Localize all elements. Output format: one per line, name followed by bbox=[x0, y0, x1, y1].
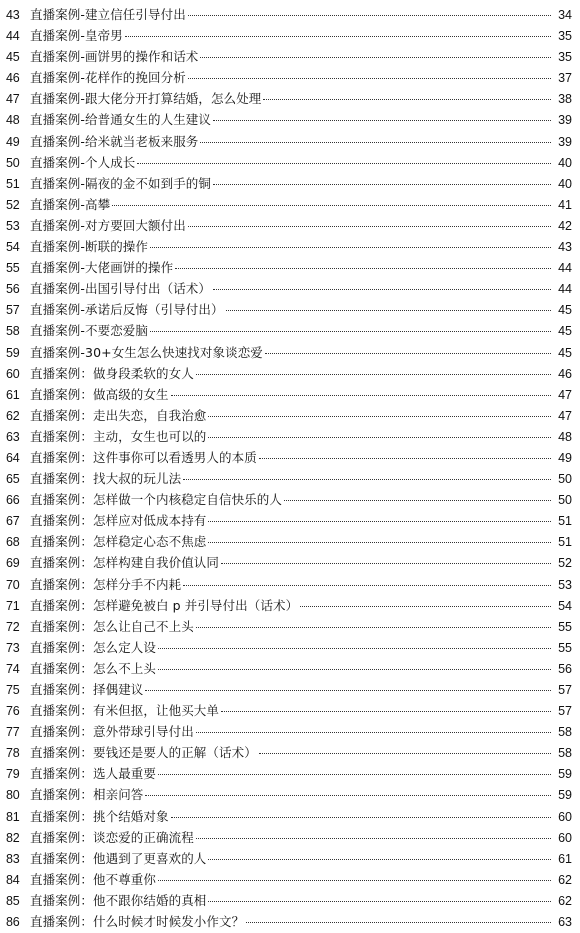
toc-entry[interactable] bbox=[6, 827, 572, 848]
toc-entry-number: 45 bbox=[6, 50, 20, 65]
toc-entry[interactable] bbox=[6, 67, 572, 88]
toc-entry-number: 83 bbox=[6, 851, 20, 866]
toc-entry-page-number[interactable]: 62 bbox=[558, 872, 572, 887]
dot-leader bbox=[196, 732, 551, 733]
toc-entry-page-number[interactable]: 40 bbox=[558, 155, 572, 170]
dot-leader bbox=[196, 374, 551, 375]
toc-entry[interactable] bbox=[6, 194, 572, 215]
toc-entry-number: 80 bbox=[6, 788, 20, 803]
toc-entry-number: 69 bbox=[6, 556, 20, 571]
toc-entry-title[interactable]: 直播案例-隔夜的金不如到手的铜 bbox=[30, 175, 212, 191]
toc-entry-title[interactable]: 直播案例-对方要回大额付出 bbox=[30, 217, 186, 233]
toc-entry-number: 79 bbox=[6, 767, 20, 782]
toc-entry[interactable] bbox=[6, 152, 572, 173]
toc-entry[interactable] bbox=[6, 489, 572, 510]
toc-entry-page-number[interactable]: 45 bbox=[558, 303, 572, 318]
toc-entry-page-number[interactable]: 40 bbox=[558, 176, 572, 191]
toc-entry-title[interactable]: 直播案例：怎样避免被白 p 并引导付出（话术） bbox=[30, 597, 299, 613]
toc-entry[interactable] bbox=[6, 574, 572, 595]
dot-leader bbox=[200, 142, 551, 143]
dot-leader bbox=[125, 36, 551, 37]
toc-entry-page-number[interactable]: 56 bbox=[558, 661, 572, 676]
dot-leader bbox=[158, 774, 551, 775]
dot-leader bbox=[188, 226, 551, 227]
toc-entry-title[interactable]: 直播案例-给米就当老板来服务 bbox=[30, 133, 199, 149]
toc-entry-page-number[interactable]: 39 bbox=[558, 134, 572, 149]
toc-entry-title[interactable]: 直播案例：相亲问答 bbox=[30, 787, 144, 803]
toc-entry-page-number[interactable]: 34 bbox=[558, 8, 572, 22]
toc-entry[interactable] bbox=[6, 4, 572, 25]
toc-entry[interactable] bbox=[6, 721, 572, 742]
toc-entry-title[interactable]: 直播案例-个人成长 bbox=[30, 154, 136, 170]
toc-entry-number: 67 bbox=[6, 514, 20, 529]
toc-entry[interactable] bbox=[6, 911, 572, 932]
toc-entry-page-number[interactable]: 59 bbox=[558, 788, 572, 803]
toc-entry-number: 86 bbox=[6, 915, 20, 930]
toc-entry[interactable] bbox=[6, 25, 572, 46]
toc-entry-number: 70 bbox=[6, 577, 20, 592]
toc-entry-title[interactable]: 直播案例：走出失恋，自我治愈 bbox=[30, 407, 207, 423]
dot-leader bbox=[112, 205, 551, 206]
toc-entry-number: 82 bbox=[6, 830, 20, 845]
dot-leader bbox=[183, 479, 551, 480]
toc-entry-number: 74 bbox=[6, 661, 20, 676]
toc-entry-page-number[interactable]: 51 bbox=[558, 535, 572, 550]
toc-entry-number: 84 bbox=[6, 872, 20, 887]
toc-entry-page-number[interactable]: 59 bbox=[558, 767, 572, 782]
toc-entry-title[interactable]: 直播案例：这件事你可以看透男人的本质 bbox=[30, 449, 257, 465]
toc-entry[interactable] bbox=[6, 173, 572, 194]
toc-entry-number: 50 bbox=[6, 155, 20, 170]
toc-entry-number: 56 bbox=[6, 282, 20, 297]
dot-leader bbox=[171, 817, 551, 818]
toc-entry-title[interactable]: 直播案例：找大叔的玩儿法 bbox=[30, 471, 182, 487]
dot-leader bbox=[183, 585, 551, 586]
dot-leader bbox=[213, 289, 551, 290]
toc-entry-page-number[interactable]: 60 bbox=[558, 809, 572, 824]
toc-entry-page-number[interactable]: 55 bbox=[558, 640, 572, 655]
toc-entry[interactable] bbox=[6, 742, 572, 763]
toc-entry[interactable] bbox=[6, 679, 572, 700]
toc-entry-page-number[interactable]: 50 bbox=[558, 493, 572, 508]
dot-leader bbox=[158, 669, 551, 670]
toc-entry-number: 78 bbox=[6, 746, 20, 761]
toc-entry-title[interactable]: 直播案例：什么时候才时候发小作文？ bbox=[30, 914, 245, 930]
toc-entry-title[interactable]: 直播案例：主动，女生也可以的 bbox=[30, 428, 207, 444]
toc-entry-number: 64 bbox=[6, 450, 20, 465]
toc-entry-title[interactable]: 直播案例-画饼男的操作和话术 bbox=[30, 49, 199, 65]
toc-entry-title[interactable]: 直播案例：有米但抠，让他买大单 bbox=[30, 703, 220, 719]
toc-entry-page-number[interactable]: 38 bbox=[558, 92, 572, 107]
toc-entry-title[interactable]: 直播案例-给普通女生的人生建议 bbox=[30, 112, 212, 128]
toc-entry-number: 65 bbox=[6, 472, 20, 487]
toc-entry-number: 46 bbox=[6, 71, 20, 86]
toc-entry-title[interactable]: 直播案例-承诺后反悔（引导付出） bbox=[30, 302, 224, 318]
toc-entry-number: 52 bbox=[6, 197, 20, 212]
toc-entry[interactable] bbox=[6, 890, 572, 911]
toc-entry-page-number[interactable]: 62 bbox=[558, 893, 572, 908]
dot-leader bbox=[188, 78, 551, 79]
toc-entry-page-number[interactable]: 44 bbox=[558, 282, 572, 297]
toc-entry-page-number[interactable]: 41 bbox=[558, 197, 572, 212]
toc-entry-page-number[interactable]: 60 bbox=[558, 830, 572, 845]
toc-entry-title[interactable]: 直播案例：怎么不上头 bbox=[30, 660, 157, 676]
toc-entry-title[interactable]: 直播案例-断联的操作 bbox=[30, 239, 149, 255]
toc-entry-number: 44 bbox=[6, 29, 20, 44]
toc-entry-page-number[interactable]: 61 bbox=[558, 851, 572, 866]
toc-entry-title[interactable]: 直播案例：怎样应对低成本持有 bbox=[30, 513, 207, 529]
toc-entry-number: 71 bbox=[6, 598, 20, 613]
toc-entry[interactable] bbox=[6, 342, 572, 363]
toc-entry[interactable] bbox=[6, 236, 572, 257]
toc-entry-title[interactable]: 直播案例：择偶建议 bbox=[30, 682, 144, 697]
toc-entry-title[interactable]: 直播案例-花样作的挽回分析 bbox=[30, 70, 186, 86]
toc-entry[interactable] bbox=[6, 447, 572, 468]
toc-entry-page-number[interactable]: 54 bbox=[558, 598, 572, 613]
dot-leader bbox=[208, 542, 551, 543]
toc-entry-page-number[interactable]: 47 bbox=[558, 408, 572, 423]
toc-entry-page-number[interactable]: 63 bbox=[558, 915, 572, 930]
toc-entry-page-number[interactable]: 35 bbox=[558, 50, 572, 65]
dot-leader bbox=[208, 901, 551, 902]
toc-entry[interactable] bbox=[6, 700, 572, 721]
toc-entry-title[interactable]: 直播案例：做高级的女生 bbox=[30, 386, 169, 402]
toc-entry-number: 51 bbox=[6, 176, 20, 191]
toc-entry-number: 68 bbox=[6, 535, 20, 550]
toc-entry-title[interactable]: 直播案例：怎样构建自我价值认同 bbox=[30, 555, 220, 571]
toc-entry-page-number[interactable]: 57 bbox=[558, 683, 572, 697]
toc-entry-page-number[interactable]: 58 bbox=[558, 725, 572, 740]
toc-entry-title[interactable]: 直播案例-皇帝男 bbox=[30, 28, 123, 44]
toc-entry[interactable] bbox=[6, 363, 572, 384]
toc-entry-page-number[interactable]: 44 bbox=[558, 261, 572, 276]
toc-entry[interactable] bbox=[6, 510, 572, 531]
dot-leader bbox=[208, 859, 551, 860]
toc-entry-title[interactable]: 直播案例：挑个结婚对象 bbox=[30, 808, 169, 824]
dot-leader bbox=[221, 711, 551, 712]
dot-leader bbox=[259, 753, 551, 754]
dot-leader bbox=[196, 627, 551, 628]
toc-entry-page-number[interactable]: 51 bbox=[558, 514, 572, 529]
dot-leader bbox=[208, 416, 551, 417]
dot-leader bbox=[200, 57, 551, 58]
toc-entry[interactable] bbox=[6, 637, 572, 658]
toc-entry-title[interactable]: 直播案例：他不尊重你 bbox=[30, 871, 157, 887]
toc-entry[interactable] bbox=[6, 658, 572, 679]
toc-entry[interactable] bbox=[6, 109, 572, 130]
toc-entry-title[interactable]: 直播案例：怎样稳定心态不焦虑 bbox=[30, 534, 207, 550]
dot-leader bbox=[145, 690, 551, 691]
toc-entry-title[interactable]: 直播案例：怎样分手不内耗 bbox=[30, 576, 182, 592]
dot-leader bbox=[145, 795, 551, 796]
toc-entry[interactable] bbox=[6, 468, 572, 489]
toc-entry-number: 54 bbox=[6, 240, 20, 255]
toc-entry-number: 66 bbox=[6, 493, 20, 508]
toc-entry-title[interactable]: 直播案例：意外带球引导付出 bbox=[30, 724, 194, 740]
toc-entry-number: 62 bbox=[6, 408, 20, 423]
toc-entry-number: 76 bbox=[6, 704, 20, 719]
toc-entry-number: 57 bbox=[6, 303, 20, 318]
toc-entry-page-number[interactable]: 45 bbox=[558, 324, 572, 339]
toc-entry-title[interactable]: 直播案例：选人最重要 bbox=[30, 766, 157, 782]
toc-entry[interactable] bbox=[6, 552, 572, 573]
toc-entry[interactable] bbox=[6, 320, 572, 341]
toc-entry-title[interactable]: 直播案例：做身段柔软的女人 bbox=[30, 365, 194, 381]
toc-entry-number: 85 bbox=[6, 893, 20, 908]
toc-entry-number: 55 bbox=[6, 261, 20, 276]
dot-leader bbox=[158, 648, 551, 649]
toc-entry-title[interactable]: 直播案例-30+女生怎么快速找对象谈恋爱 bbox=[30, 344, 263, 360]
toc-entry[interactable] bbox=[6, 46, 572, 67]
toc-entry-number: 59 bbox=[6, 345, 20, 360]
dot-leader bbox=[208, 521, 551, 522]
toc-entry-title[interactable]: 直播案例-大佬画饼的操作 bbox=[30, 260, 174, 276]
toc-entry-page-number[interactable]: 50 bbox=[558, 472, 572, 487]
toc-entry-page-number[interactable]: 43 bbox=[558, 240, 572, 255]
dot-leader bbox=[150, 247, 551, 248]
toc-entry[interactable] bbox=[6, 595, 572, 616]
toc-entry-number: 81 bbox=[6, 809, 20, 824]
dot-leader bbox=[175, 268, 551, 269]
toc-entry-number: 61 bbox=[6, 387, 20, 402]
toc-entry[interactable] bbox=[6, 131, 572, 152]
toc-entry[interactable] bbox=[6, 616, 572, 637]
toc-entry-page-number[interactable]: 49 bbox=[558, 450, 572, 465]
toc-entry-title[interactable]: 直播案例-高攀 bbox=[30, 196, 111, 212]
toc-entry-page-number[interactable]: 52 bbox=[558, 556, 572, 571]
dot-leader bbox=[265, 353, 551, 354]
dot-leader bbox=[158, 880, 551, 881]
toc-entry-number: 47 bbox=[6, 92, 20, 107]
toc-entry-number: 63 bbox=[6, 429, 20, 444]
dot-leader bbox=[284, 500, 551, 501]
toc-entry-number: 49 bbox=[6, 134, 20, 149]
toc-entry-title[interactable]: 直播案例：怎样做一个内核稳定自信快乐的人 bbox=[30, 492, 283, 508]
toc-entry[interactable] bbox=[6, 806, 572, 827]
toc-entry[interactable] bbox=[6, 426, 572, 447]
toc-entry-number: 53 bbox=[6, 218, 20, 233]
toc-entry-page-number[interactable]: 37 bbox=[558, 71, 572, 86]
dot-leader bbox=[221, 563, 551, 564]
dot-leader bbox=[196, 838, 551, 839]
toc-entry-title[interactable]: 直播案例：怎么让自己不上头 bbox=[30, 618, 194, 634]
toc-entry[interactable] bbox=[6, 784, 572, 805]
dot-leader bbox=[150, 331, 551, 332]
dot-leader bbox=[188, 15, 551, 16]
toc-entry-title[interactable]: 直播案例：怎么定人设 bbox=[30, 639, 157, 655]
dot-leader bbox=[300, 606, 551, 607]
toc-entry[interactable] bbox=[6, 848, 572, 869]
toc-entry-title[interactable]: 直播案例-建立信任引导付出 bbox=[30, 7, 186, 22]
toc-entry-title[interactable]: 直播案例：谈恋爱的正确流程 bbox=[30, 829, 194, 845]
toc-entry[interactable] bbox=[6, 257, 572, 278]
toc-entry-page-number[interactable]: 57 bbox=[558, 704, 572, 719]
toc-entry-page-number[interactable]: 48 bbox=[558, 429, 572, 444]
toc-entry-title[interactable]: 直播案例-出国引导付出（话术） bbox=[30, 281, 212, 297]
toc-entry-title[interactable]: 直播案例：他遇到了更喜欢的人 bbox=[30, 850, 207, 866]
dot-leader bbox=[263, 99, 551, 100]
toc-entry-number: 72 bbox=[6, 619, 20, 634]
toc-entry-title[interactable]: 直播案例：要钱还是要人的正解（话术） bbox=[30, 745, 257, 761]
toc-entry[interactable] bbox=[6, 299, 572, 320]
toc-entry-page-number[interactable]: 55 bbox=[558, 619, 572, 634]
toc-entry-page-number[interactable]: 42 bbox=[558, 218, 572, 233]
toc-entry-number: 75 bbox=[6, 683, 20, 697]
dot-leader bbox=[213, 184, 551, 185]
toc-entry[interactable] bbox=[6, 763, 572, 784]
toc-entry-number: 60 bbox=[6, 366, 20, 381]
toc-entry[interactable] bbox=[6, 278, 572, 299]
toc-entry-page-number[interactable]: 47 bbox=[558, 387, 572, 402]
toc-entry[interactable] bbox=[6, 215, 572, 236]
dot-leader bbox=[137, 163, 551, 164]
toc-entry-title[interactable]: 直播案例-跟大佬分开打算结婚，怎么处理 bbox=[30, 91, 262, 107]
toc-entry-page-number[interactable]: 58 bbox=[558, 746, 572, 761]
toc-entry-title[interactable]: 直播案例：他不跟你结婚的真相 bbox=[30, 892, 207, 908]
toc-entry-page-number[interactable]: 46 bbox=[558, 366, 572, 381]
dot-leader bbox=[208, 437, 551, 438]
dot-leader bbox=[213, 120, 551, 121]
toc-entry[interactable] bbox=[6, 869, 572, 890]
toc-entry[interactable] bbox=[6, 384, 572, 405]
table-of-contents bbox=[6, 4, 572, 932]
dot-leader bbox=[226, 310, 551, 311]
toc-entry-number: 77 bbox=[6, 725, 20, 740]
dot-leader bbox=[259, 458, 551, 459]
toc-entry[interactable] bbox=[6, 405, 572, 426]
toc-entry[interactable] bbox=[6, 88, 572, 109]
toc-entry-number: 48 bbox=[6, 113, 20, 128]
toc-entry-page-number[interactable]: 45 bbox=[558, 345, 572, 360]
dot-leader bbox=[171, 395, 551, 396]
toc-entry[interactable] bbox=[6, 531, 572, 552]
toc-entry-page-number[interactable]: 53 bbox=[558, 577, 572, 592]
toc-entry-number: 43 bbox=[6, 8, 20, 22]
toc-entry-number: 73 bbox=[6, 640, 20, 655]
toc-entry-page-number[interactable]: 39 bbox=[558, 113, 572, 128]
toc-entry-number: 58 bbox=[6, 324, 20, 339]
toc-entry-page-number[interactable]: 35 bbox=[558, 29, 572, 44]
toc-entry-title[interactable]: 直播案例-不要恋爱脑 bbox=[30, 323, 149, 339]
